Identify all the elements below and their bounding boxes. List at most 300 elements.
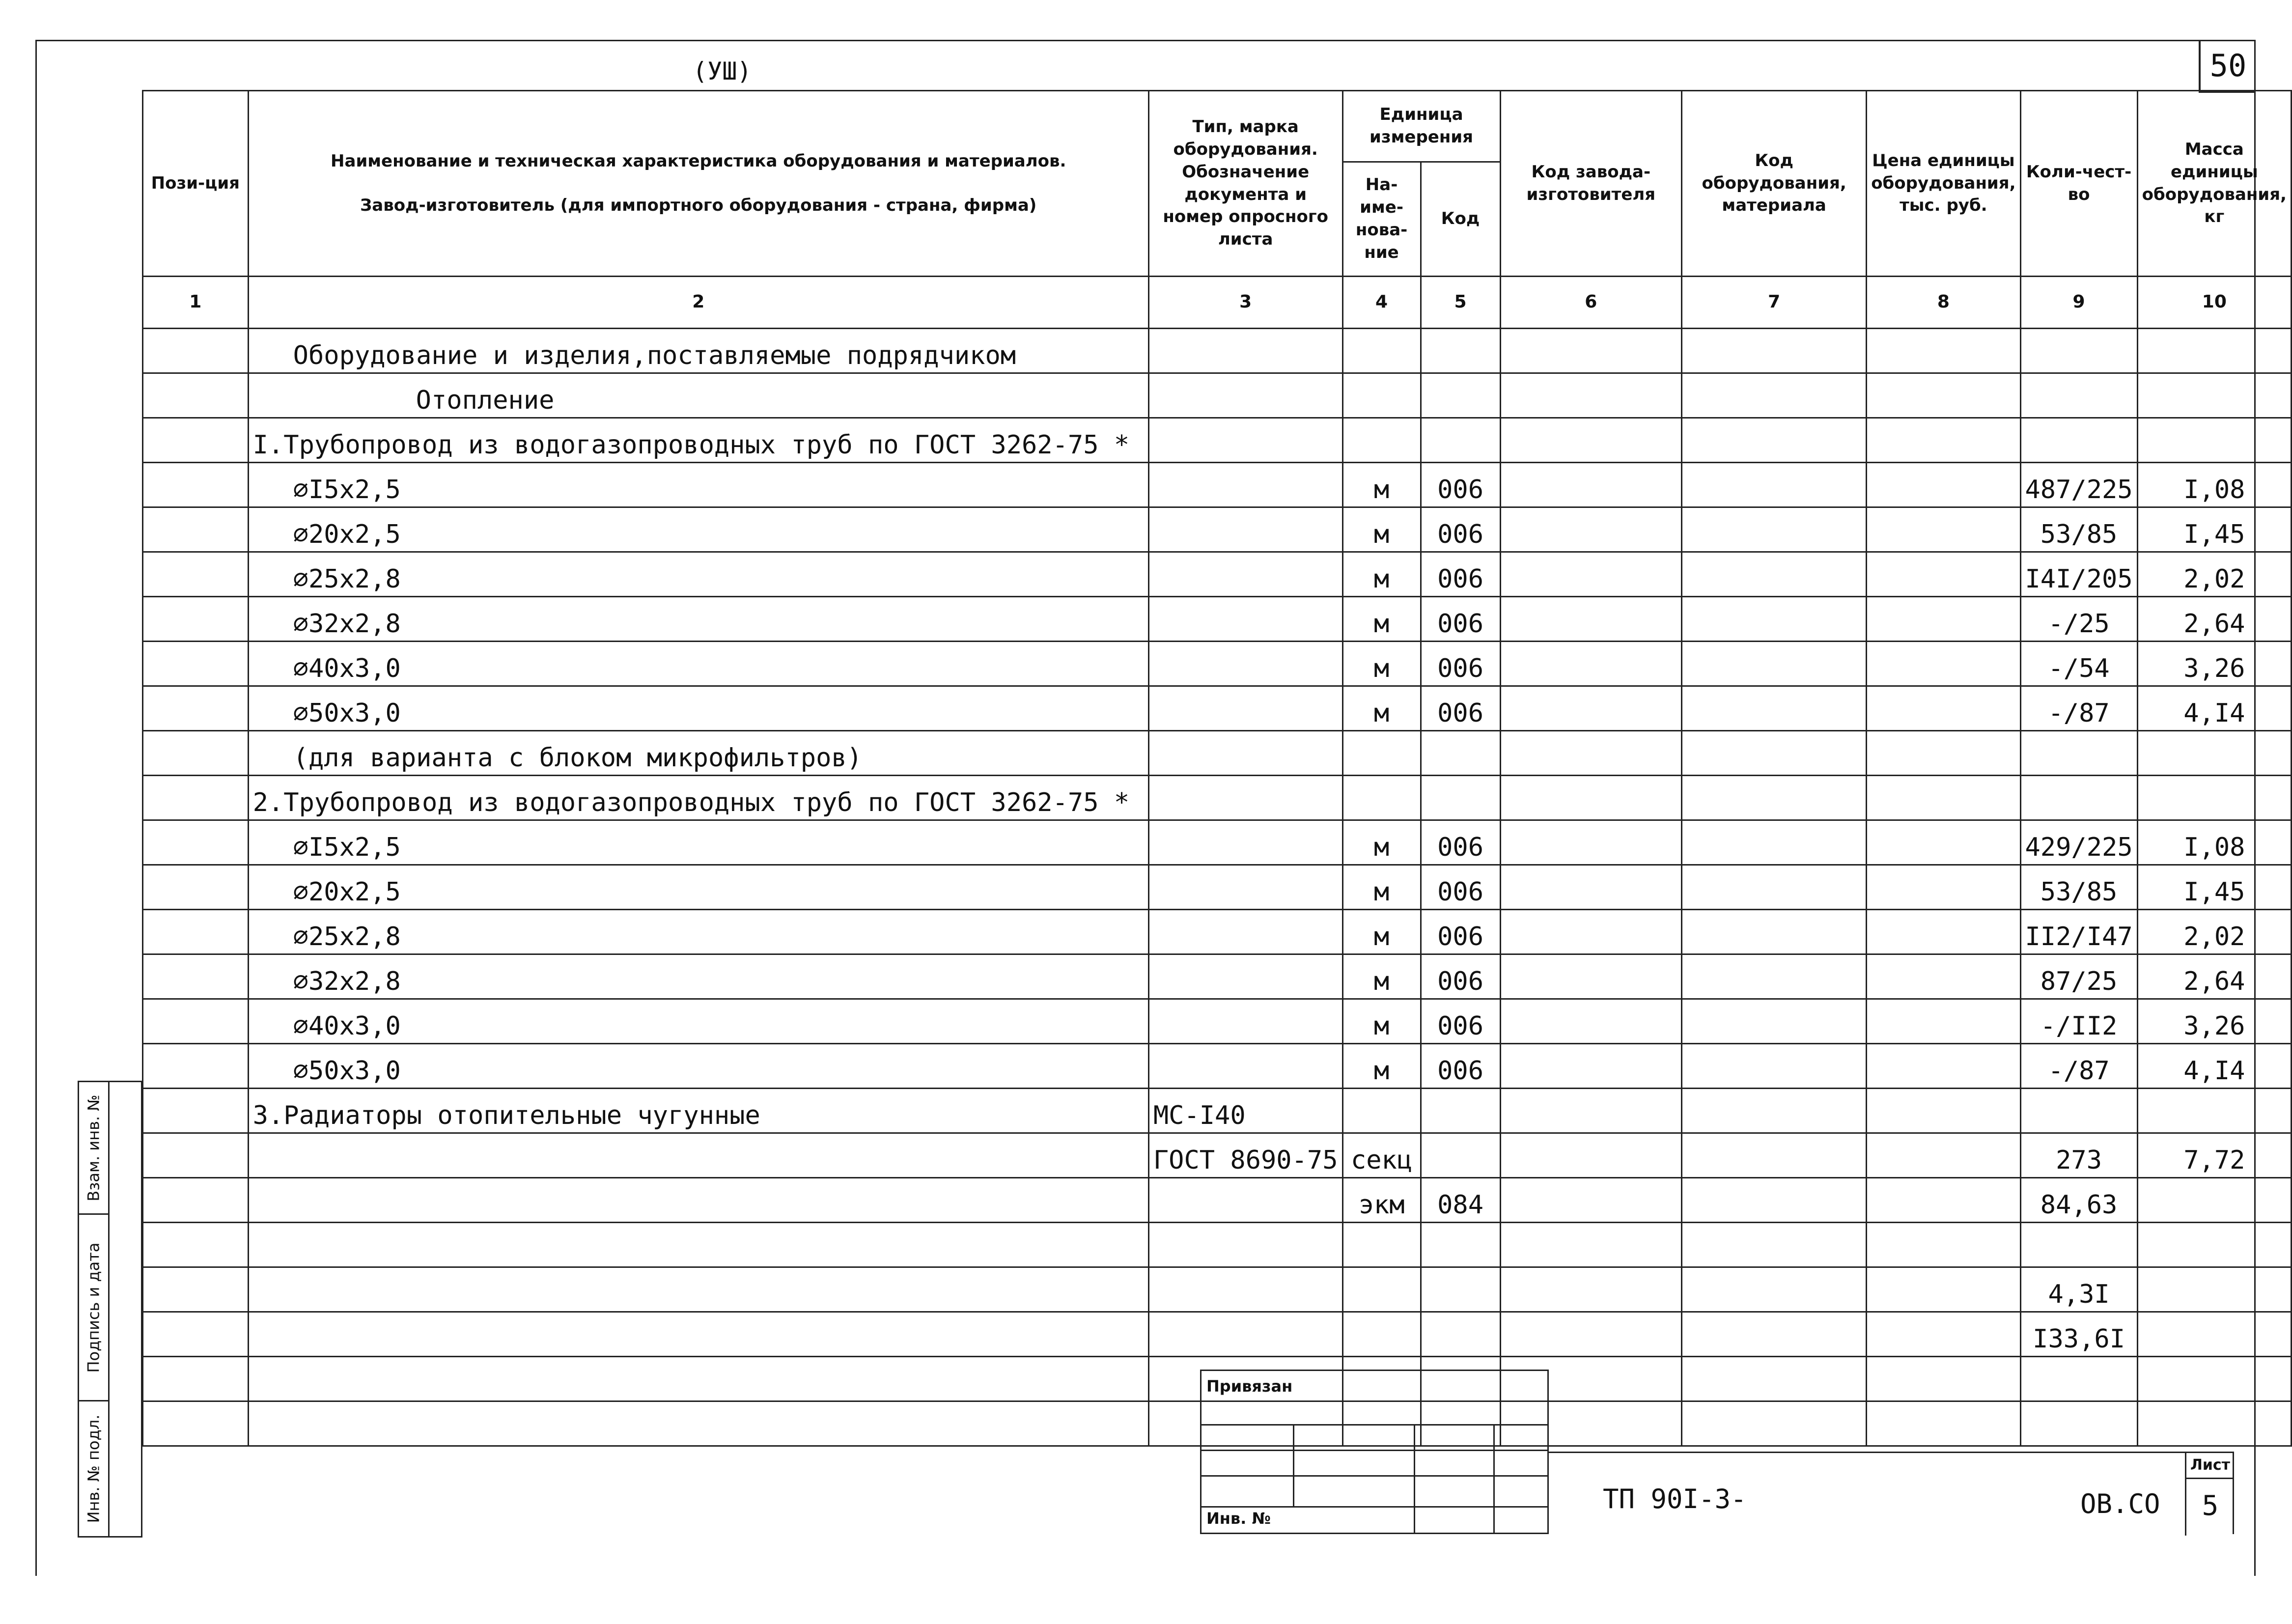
cell-mass: I,45	[2137, 865, 2291, 910]
cell-factory-code	[1500, 597, 1682, 642]
cell-quantity	[2020, 1089, 2137, 1133]
sheet-box	[2185, 1453, 2234, 1536]
cell-price	[1867, 373, 2020, 418]
specification-table	[142, 90, 2292, 1447]
cell-type	[1148, 1267, 1342, 1312]
table-row	[143, 463, 2292, 507]
cell-name: ⌀50х3,0	[248, 1044, 1148, 1089]
cell-price	[1867, 820, 2020, 865]
cell-type: ГОСТ 8690-75	[1148, 1133, 1342, 1178]
cell-unit-code	[1421, 1267, 1500, 1312]
cell-quantity: I4I/205	[2020, 552, 2137, 597]
cell-position	[143, 999, 249, 1044]
table-row	[143, 865, 2292, 910]
cell-mass: 2,64	[2137, 597, 2291, 642]
cell-type	[1148, 776, 1342, 820]
cell-name: Отопление	[248, 373, 1148, 418]
cell-equipment-code	[1682, 1267, 1867, 1312]
cell-type	[1148, 1178, 1342, 1223]
cell-price	[1867, 1401, 2020, 1446]
cell-equipment-code	[1682, 1178, 1867, 1223]
cell-unit: м	[1342, 597, 1421, 642]
cell-quantity: -/87	[2020, 686, 2137, 731]
cell-quantity	[2020, 329, 2137, 373]
cell-mass: I,08	[2137, 463, 2291, 507]
cell-unit: м	[1342, 642, 1421, 686]
cell-unit-code: 006	[1421, 597, 1500, 642]
divider	[1202, 1450, 1547, 1451]
cell-type	[1148, 642, 1342, 686]
cell-type	[1148, 820, 1342, 865]
cell-price	[1867, 910, 2020, 954]
cell-mass	[2137, 1312, 2291, 1357]
column-number: 6	[1500, 277, 1682, 329]
cell-factory-code	[1500, 1089, 1682, 1133]
header-name-line2: Завод-изготовитель (для импортного оборудования - страна, фирма)	[360, 195, 1037, 215]
cell-position	[143, 1401, 249, 1446]
cell-quantity: 487/225	[2020, 463, 2137, 507]
cell-price	[1867, 1267, 2020, 1312]
cell-factory-code	[1500, 507, 1682, 552]
cell-equipment-code	[1682, 776, 1867, 820]
cell-name: ⌀40х3,0	[248, 642, 1148, 686]
cell-position	[143, 954, 249, 999]
cell-unit: секц	[1342, 1133, 1421, 1178]
table-row	[143, 776, 2292, 820]
cell-position	[143, 686, 249, 731]
cell-unit-code	[1421, 1133, 1500, 1178]
cell-mass: 2,02	[2137, 910, 2291, 954]
cell-equipment-code	[1682, 642, 1867, 686]
cell-factory-code	[1500, 642, 1682, 686]
header-equipment-code: Код оборудования, материала	[1682, 91, 1867, 277]
cell-equipment-code	[1682, 463, 1867, 507]
cell-quantity: -/54	[2020, 642, 2137, 686]
cell-type	[1148, 910, 1342, 954]
cell-type	[1148, 507, 1342, 552]
cell-equipment-code	[1682, 1089, 1867, 1133]
sheet-number-small: 5	[2202, 1490, 2219, 1522]
cell-factory-code	[1500, 329, 1682, 373]
cell-unit-code: 006	[1421, 865, 1500, 910]
cell-price	[1867, 999, 2020, 1044]
cell-unit-code: 006	[1421, 552, 1500, 597]
document-code: ТП 90I-3-	[1603, 1484, 1747, 1514]
cell-position	[143, 507, 249, 552]
cell-type	[1148, 552, 1342, 597]
cell-type	[1148, 597, 1342, 642]
cell-position	[143, 776, 249, 820]
cell-unit: экм	[1342, 1178, 1421, 1223]
cell-unit: м	[1342, 1044, 1421, 1089]
table-body	[143, 329, 2292, 1446]
cell-quantity: I33,6I	[2020, 1312, 2137, 1357]
table-row	[143, 1312, 2292, 1357]
cell-quantity: 84,63	[2020, 1178, 2137, 1223]
cell-type	[1148, 865, 1342, 910]
cell-quantity: 4,3I	[2020, 1267, 2137, 1312]
cell-type	[1148, 731, 1342, 776]
cell-unit-code: 006	[1421, 1044, 1500, 1089]
cell-position	[143, 731, 249, 776]
cell-position	[143, 463, 249, 507]
cell-unit: м	[1342, 999, 1421, 1044]
cell-unit	[1342, 373, 1421, 418]
cell-name: ⌀20х2,5	[248, 507, 1148, 552]
cell-equipment-code	[1682, 1312, 1867, 1357]
cell-name: I.Трубопровод из водогазопроводных труб по ГОСТ 3262-75 *	[248, 418, 1148, 463]
cell-unit-code: 084	[1421, 1178, 1500, 1223]
column-number: 3	[1148, 277, 1342, 329]
table-row	[143, 1178, 2292, 1223]
cell-name: (для варианта с блоком микрофильтров)	[248, 731, 1148, 776]
cell-quantity	[2020, 1223, 2137, 1267]
cell-quantity: 429/225	[2020, 820, 2137, 865]
divider	[1202, 1475, 1547, 1477]
cell-price	[1867, 418, 2020, 463]
cell-mass: 2,02	[2137, 552, 2291, 597]
cell-price	[1867, 954, 2020, 999]
cell-quantity	[2020, 418, 2137, 463]
cell-mass: 4,I4	[2137, 1044, 2291, 1089]
cell-quantity: -/87	[2020, 1044, 2137, 1089]
cell-price	[1867, 642, 2020, 686]
cell-mass	[2137, 731, 2291, 776]
table-row	[143, 1044, 2292, 1089]
cell-unit: м	[1342, 865, 1421, 910]
table-row	[143, 954, 2292, 999]
table-row	[143, 552, 2292, 597]
table-row	[143, 642, 2292, 686]
table-row	[143, 820, 2292, 865]
cell-name	[248, 1267, 1148, 1312]
header-name	[248, 91, 1148, 277]
column-number: 8	[1867, 277, 2020, 329]
cell-position	[143, 1089, 249, 1133]
cell-factory-code	[1500, 1312, 1682, 1357]
cell-position	[143, 329, 249, 373]
cell-mass	[2137, 1401, 2291, 1446]
cell-mass: 3,26	[2137, 642, 2291, 686]
cell-price	[1867, 1312, 2020, 1357]
cell-factory-code	[1500, 373, 1682, 418]
cell-type	[1148, 418, 1342, 463]
cell-name: ⌀I5х2,5	[248, 820, 1148, 865]
column-number: 9	[2020, 277, 2137, 329]
cell-quantity: -/25	[2020, 597, 2137, 642]
cell-unit	[1342, 1223, 1421, 1267]
cell-name: ⌀25х2,8	[248, 910, 1148, 954]
table-row	[143, 418, 2292, 463]
cell-position	[143, 597, 249, 642]
cell-name: Оборудование и изделия,поставляемые подрядчиком	[248, 329, 1148, 373]
cell-unit: м	[1342, 463, 1421, 507]
table-row	[143, 597, 2292, 642]
cell-mass	[2137, 373, 2291, 418]
column-number: 2	[248, 277, 1148, 329]
table-row	[143, 1089, 2292, 1133]
cell-equipment-code	[1682, 552, 1867, 597]
cell-mass: 7,72	[2137, 1133, 2291, 1178]
cell-quantity: 87/25	[2020, 954, 2137, 999]
cell-unit-code	[1421, 373, 1500, 418]
privyazan-label: Привязан	[1206, 1377, 1293, 1396]
table-row	[143, 1267, 2292, 1312]
cell-factory-code	[1500, 1223, 1682, 1267]
cell-mass: I,45	[2137, 507, 2291, 552]
cell-price	[1867, 329, 2020, 373]
cell-name: ⌀32х2,8	[248, 954, 1148, 999]
table-row	[143, 507, 2292, 552]
table-row	[143, 731, 2292, 776]
cell-price	[1867, 776, 2020, 820]
cell-equipment-code	[1682, 597, 1867, 642]
header-quantity: Коли-чест-во	[2020, 91, 2137, 277]
cell-equipment-code	[1682, 954, 1867, 999]
sidebar-inv: Инв. № подл.	[79, 1401, 110, 1536]
cell-name: ⌀50х3,0	[248, 686, 1148, 731]
cell-equipment-code	[1682, 1223, 1867, 1267]
cell-unit	[1342, 776, 1421, 820]
cell-factory-code	[1500, 552, 1682, 597]
cell-mass: 3,26	[2137, 999, 2291, 1044]
cell-factory-code	[1500, 418, 1682, 463]
cell-quantity	[2020, 373, 2137, 418]
cell-factory-code	[1500, 1044, 1682, 1089]
cell-quantity: II2/I47	[2020, 910, 2137, 954]
cell-mass	[2137, 1357, 2291, 1401]
cell-type	[1148, 999, 1342, 1044]
cell-quantity: 53/85	[2020, 865, 2137, 910]
cell-equipment-code	[1682, 731, 1867, 776]
cell-mass	[2137, 1178, 2291, 1223]
cell-position	[143, 418, 249, 463]
cell-unit-code: 006	[1421, 686, 1500, 731]
cell-position	[143, 642, 249, 686]
cell-position	[143, 1178, 249, 1223]
header-factory-code: Код завода-изготовителя	[1500, 91, 1682, 277]
cell-equipment-code	[1682, 1044, 1867, 1089]
cell-price	[1867, 1044, 2020, 1089]
cell-type	[1148, 686, 1342, 731]
cell-name	[248, 1357, 1148, 1401]
cell-unit-code	[1421, 1089, 1500, 1133]
cell-name: 3.Радиаторы отопительные чугунные	[248, 1089, 1148, 1133]
cell-position	[143, 910, 249, 954]
cell-unit-code: 006	[1421, 463, 1500, 507]
cell-mass: 4,I4	[2137, 686, 2291, 731]
header-unit: Единица измерения	[1342, 91, 1500, 162]
cell-name	[248, 1312, 1148, 1357]
cell-position	[143, 552, 249, 597]
cell-unit-code: 006	[1421, 820, 1500, 865]
table-row	[143, 1223, 2292, 1267]
sidebar-vzam: Взам. инв. №	[79, 1082, 110, 1215]
header-price: Цена единицы оборудования, тыс. руб.	[1867, 91, 2020, 277]
cell-equipment-code	[1682, 1357, 1867, 1401]
cell-mass: I,08	[2137, 820, 2291, 865]
cell-equipment-code	[1682, 507, 1867, 552]
divider	[1202, 1424, 1547, 1426]
cell-unit-code: 006	[1421, 507, 1500, 552]
cell-equipment-code	[1682, 373, 1867, 418]
column-number: 7	[1682, 277, 1867, 329]
cell-unit-code	[1421, 1312, 1500, 1357]
header-unit-name: На-име-нова-ние	[1342, 162, 1421, 277]
cell-price	[1867, 463, 2020, 507]
cell-unit: м	[1342, 507, 1421, 552]
cell-factory-code	[1500, 731, 1682, 776]
cell-factory-code	[1500, 954, 1682, 999]
cell-equipment-code	[1682, 865, 1867, 910]
cell-quantity: -/II2	[2020, 999, 2137, 1044]
cell-name: 2.Трубопровод из водогазопроводных труб по ГОСТ 3262-75 *	[248, 776, 1148, 820]
cell-price	[1867, 731, 2020, 776]
cell-unit	[1342, 731, 1421, 776]
sheet-label: Лист	[2186, 1453, 2234, 1479]
cell-unit: м	[1342, 820, 1421, 865]
cell-quantity: 53/85	[2020, 507, 2137, 552]
cell-unit	[1342, 418, 1421, 463]
cell-name	[248, 1401, 1148, 1446]
cell-equipment-code	[1682, 820, 1867, 865]
cell-unit-code	[1421, 1223, 1500, 1267]
cell-position	[143, 1267, 249, 1312]
cell-position	[143, 865, 249, 910]
cell-factory-code	[1500, 1133, 1682, 1178]
cell-name: ⌀20х2,5	[248, 865, 1148, 910]
inv-no-label: Инв. №	[1206, 1509, 1271, 1528]
cell-mass	[2137, 1089, 2291, 1133]
cell-factory-code	[1500, 1178, 1682, 1223]
cell-factory-code	[1500, 776, 1682, 820]
divider	[1293, 1424, 1294, 1506]
cell-unit-code: 006	[1421, 954, 1500, 999]
cell-price	[1867, 507, 2020, 552]
top-label: (УШ)	[693, 57, 752, 85]
cell-unit-code	[1421, 776, 1500, 820]
cell-equipment-code	[1682, 329, 1867, 373]
cell-price	[1867, 1223, 2020, 1267]
column-number: 1	[143, 277, 249, 329]
table-row	[143, 686, 2292, 731]
cell-position	[143, 820, 249, 865]
section-code: ОВ.СО	[2080, 1488, 2160, 1519]
cell-name: ⌀25х2,8	[248, 552, 1148, 597]
cell-unit	[1342, 1312, 1421, 1357]
cell-type	[1148, 373, 1342, 418]
cell-unit: м	[1342, 686, 1421, 731]
cell-position	[143, 1044, 249, 1089]
cell-mass: 2,64	[2137, 954, 2291, 999]
cell-name: ⌀40х3,0	[248, 999, 1148, 1044]
cell-factory-code	[1500, 463, 1682, 507]
cell-quantity	[2020, 776, 2137, 820]
cell-quantity: 273	[2020, 1133, 2137, 1178]
cell-price	[1867, 865, 2020, 910]
cell-position	[143, 1223, 249, 1267]
header-name-line1: Наименование и техническая характеристика оборудования и материалов.	[331, 151, 1066, 171]
cell-unit	[1342, 329, 1421, 373]
cell-unit: м	[1342, 910, 1421, 954]
table-row	[143, 329, 2292, 373]
column-number: 10	[2137, 277, 2291, 329]
cell-price	[1867, 1089, 2020, 1133]
cell-mass	[2137, 329, 2291, 373]
cell-type	[1148, 954, 1342, 999]
cell-type	[1148, 1312, 1342, 1357]
cell-name: ⌀32х2,8	[248, 597, 1148, 642]
cell-price	[1867, 1357, 2020, 1401]
cell-price	[1867, 1178, 2020, 1223]
cell-price	[1867, 1133, 2020, 1178]
cell-unit	[1342, 1267, 1421, 1312]
cell-type: МС-I40	[1148, 1089, 1342, 1133]
table-row	[143, 910, 2292, 954]
cell-mass	[2137, 1267, 2291, 1312]
cell-unit-code	[1421, 418, 1500, 463]
document-stamp	[1549, 1452, 2234, 1534]
header-type: Тип, марка оборудования. Обозначение документа и номер опросного листа	[1148, 91, 1342, 277]
table-row	[143, 1133, 2292, 1178]
cell-factory-code	[1500, 865, 1682, 910]
sheet-number: 50	[2199, 40, 2256, 93]
cell-factory-code	[1500, 820, 1682, 865]
cell-unit-code	[1421, 329, 1500, 373]
cell-equipment-code	[1682, 418, 1867, 463]
cell-quantity	[2020, 1357, 2137, 1401]
cell-price	[1867, 597, 2020, 642]
cell-mass	[2137, 1223, 2291, 1267]
cell-price	[1867, 686, 2020, 731]
cell-equipment-code	[1682, 1401, 1867, 1446]
cell-mass	[2137, 776, 2291, 820]
divider	[1414, 1424, 1415, 1533]
cell-mass	[2137, 418, 2291, 463]
cell-position	[143, 373, 249, 418]
cell-unit: м	[1342, 954, 1421, 999]
cell-factory-code	[1500, 1267, 1682, 1312]
cell-equipment-code	[1682, 686, 1867, 731]
header-mass: Масса единицы оборудования, кг	[2137, 91, 2291, 277]
column-number: 5	[1421, 277, 1500, 329]
divider	[1493, 1424, 1495, 1533]
cell-quantity	[2020, 1401, 2137, 1446]
cell-unit-code: 006	[1421, 910, 1500, 954]
header-position: Пози-ция	[143, 91, 249, 277]
column-number: 4	[1342, 277, 1421, 329]
cell-factory-code	[1500, 999, 1682, 1044]
cell-equipment-code	[1682, 999, 1867, 1044]
header-unit-code: Код	[1421, 162, 1500, 277]
cell-unit	[1342, 1089, 1421, 1133]
sidebar-podpis: Подпись и дата	[79, 1215, 110, 1401]
table-row	[143, 373, 2292, 418]
cell-name: ⌀I5х2,5	[248, 463, 1148, 507]
cell-type	[1148, 329, 1342, 373]
cell-name	[248, 1223, 1148, 1267]
cell-unit-code	[1421, 731, 1500, 776]
cell-type	[1148, 1223, 1342, 1267]
cell-type	[1148, 463, 1342, 507]
cell-position	[143, 1357, 249, 1401]
cell-type	[1148, 1044, 1342, 1089]
cell-price	[1867, 552, 2020, 597]
cell-factory-code	[1500, 910, 1682, 954]
approval-sidebar	[78, 1081, 142, 1538]
cell-equipment-code	[1682, 910, 1867, 954]
cell-equipment-code	[1682, 1133, 1867, 1178]
